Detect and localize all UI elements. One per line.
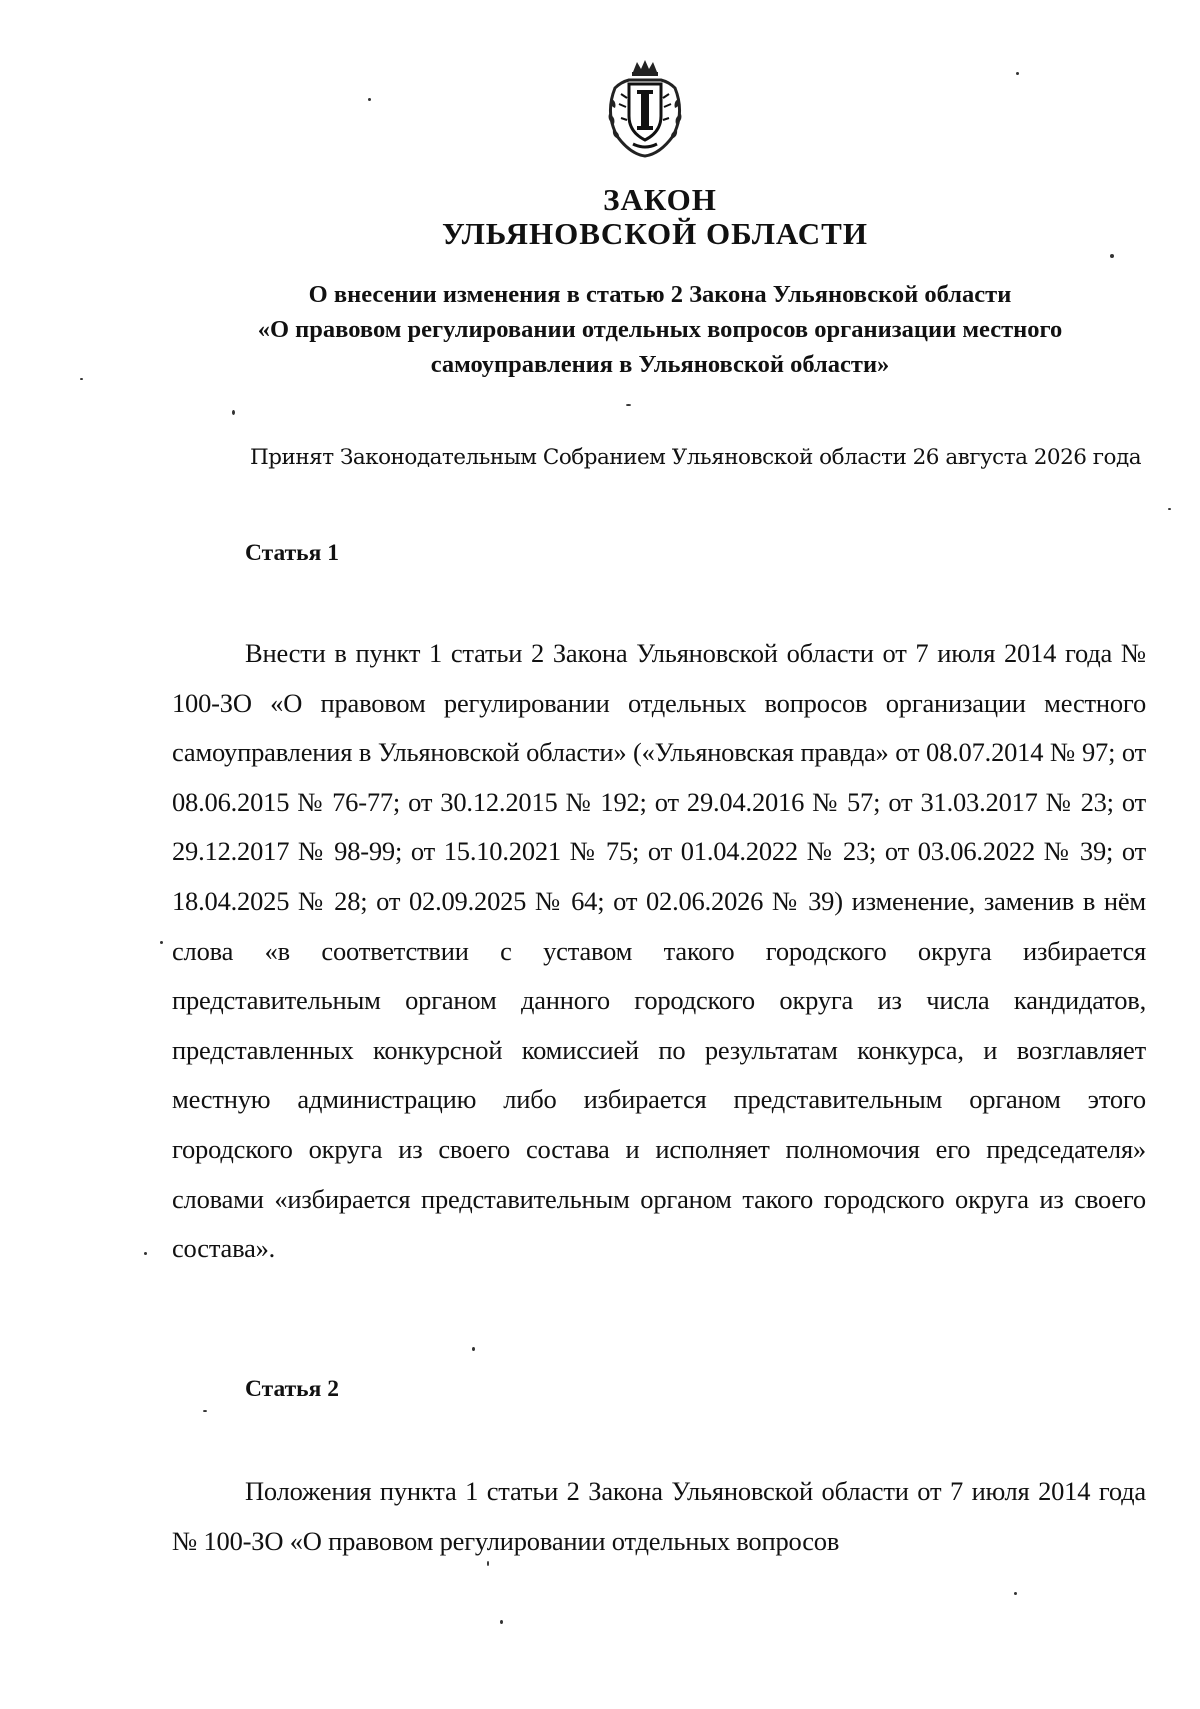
subject-line-2: «О правовом регулировании отдельных вопросов организации местного (257, 316, 1063, 343)
scan-speck (203, 1410, 207, 1412)
scan-speck (1014, 1592, 1017, 1595)
article-1-heading: Статья 1 (245, 540, 339, 566)
subject-line-3: самоуправления в Ульяновской области» (430, 351, 890, 378)
scan-speck (626, 404, 631, 406)
scan-speck (472, 1347, 475, 1351)
scan-speck (1016, 72, 1019, 75)
adoption-note: Принят Законодательным Собранием Ульяновской области 26 августа 2026 года (250, 445, 1142, 470)
scan-speck (80, 378, 83, 380)
scan-speck (487, 1561, 489, 1566)
article-1-text: Внести в пункт 1 статьи 2 Закона Ульяновской области от 7 июля 2014 года № 100-ЗО «О правовом регулировании отдельных вопросов организации местного самоуправления в Ульяновской области» («Ульяновская правда» от 08.07.2014 № 97; от 08.06.2015 № 76-77; от 30.12.2015 № 192; от 29.04.2016 № 57; от 31.03.2017 № 23; от 29.12.2017 № 98-99; от 15.10.2021 № 75; от 01.04.2022 № 23; от 03.06.2022 № 39; от 18.04.2025 № 28; от 02.09.2025 № 64; от 02.06.2026 № 39) изменение, заменив в нём слова «в соответствии с уставом такого городского округа избирается представительным органом данного городского округа из числа кандидатов, представленных конкурсной комиссией по результатам конкурса, и возглавляет местную администрацию либо избирается представительным органом этого городского округа из своего состава и исполняет полномочия его председателя» словами «избирается представительным органом такого городского округа из своего состава». (172, 638, 1146, 1264)
scan-speck (500, 1620, 503, 1624)
article-2-heading: Статья 2 (245, 1376, 339, 1402)
scan-speck (368, 98, 371, 101)
ulyanovsk-region-coat-of-arms-icon (595, 58, 695, 158)
scan-speck (232, 410, 235, 415)
scan-speck (1168, 508, 1171, 510)
law-subject (180, 277, 1140, 382)
scan-speck (1110, 254, 1114, 258)
article-2-text: Положения пункта 1 статьи 2 Закона Ульяновской области от 7 июля 2014 года № 100-ЗО «О правовом регулировании отдельных вопросов (172, 1476, 1146, 1556)
region-title: УЛЬЯНОВСКОЙ ОБЛАСТИ (442, 216, 868, 251)
scan-speck (144, 1252, 147, 1255)
law-title: ЗАКОН (603, 182, 717, 217)
scan-speck (160, 941, 163, 944)
subject-line-1: О внесении изменения в статью 2 Закона Ульяновской области (308, 281, 1012, 308)
